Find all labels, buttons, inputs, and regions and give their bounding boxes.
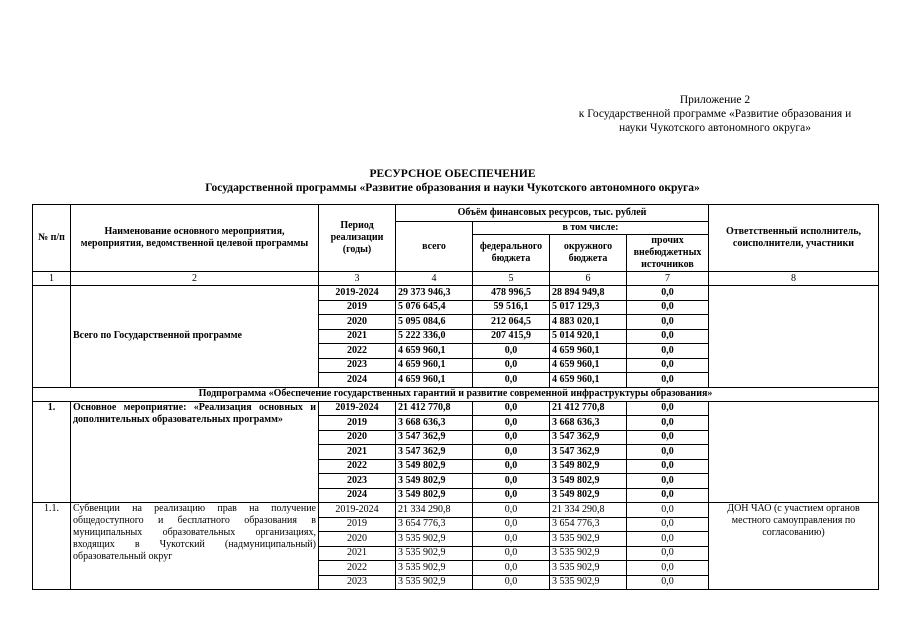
col-number: 8: [709, 272, 879, 286]
federal-cell: 0,0: [473, 546, 550, 561]
other-cell: 0,0: [627, 315, 709, 330]
period-cell: 2021: [319, 546, 396, 561]
okrug-cell: 3 549 802,9: [550, 474, 627, 489]
appendix-note: [555, 93, 875, 135]
total-cell: 5 095 084,6: [396, 315, 473, 330]
federal-cell: 59 516,1: [473, 300, 550, 315]
okrug-cell: 3 535 902,9: [550, 575, 627, 590]
federal-cell: 0,0: [473, 517, 550, 532]
total-cell: 3 668 636,3: [396, 416, 473, 431]
responsible-cell: ДОН ЧАО (с участием органов местного самоуправления по согласованию): [709, 503, 879, 590]
header-total: всего: [396, 222, 473, 272]
header-volume: Объём финансовых ресурсов, тыс. рублей: [396, 205, 709, 222]
federal-cell: 478 996,5: [473, 286, 550, 301]
period-cell: 2023: [319, 358, 396, 373]
subprogram-title: Подпрограмма «Обеспечение государственных гарантий и развитие современной инфраструктуры образования»: [33, 387, 879, 401]
other-cell: 0,0: [627, 546, 709, 561]
other-cell: 0,0: [627, 300, 709, 315]
table-row: [33, 286, 879, 301]
okrug-cell: 4 659 960,1: [550, 358, 627, 373]
period-cell: 2021: [319, 445, 396, 460]
row-name: Всего по Государственной программе: [71, 286, 319, 388]
okrug-cell: 4 883 020,1: [550, 315, 627, 330]
okrug-cell: 3 668 636,3: [550, 416, 627, 431]
total-cell: 21 334 290,8: [396, 503, 473, 518]
period-cell: 2024: [319, 488, 396, 503]
period-cell: 2020: [319, 532, 396, 547]
row-name: Основное мероприятие: «Реализация основных и дополнительных образовательных программ»: [71, 401, 319, 503]
okrug-cell: 3 547 362,9: [550, 445, 627, 460]
federal-cell: 0,0: [473, 532, 550, 547]
header-name: Наименование основного мероприятия, мероприятия, ведомственной целевой программы: [71, 205, 319, 272]
federal-cell: 0,0: [473, 344, 550, 359]
col-number: 5: [473, 272, 550, 286]
total-cell: 3 535 902,9: [396, 546, 473, 561]
total-cell: 4 659 960,1: [396, 358, 473, 373]
col-number: 6: [550, 272, 627, 286]
row-name: Субвенции на реализацию прав на получение общедоступного и бесплатного образования в муниципальных образовательных организациях, входящих в Чукотский (надмуниципальный) образовательный округ: [71, 503, 319, 590]
other-cell: 0,0: [627, 373, 709, 388]
appendix-line-2: к Государственной программе «Развитие образования и: [578, 108, 852, 120]
other-cell: 0,0: [627, 286, 709, 301]
period-cell: 2019-2024: [319, 401, 396, 416]
total-cell: 5 076 645,4: [396, 300, 473, 315]
other-cell: 0,0: [627, 416, 709, 431]
other-cell: 0,0: [627, 459, 709, 474]
header-other: прочих внебюджетных источников: [627, 235, 709, 272]
document-title: [0, 167, 905, 195]
period-cell: 2019: [319, 517, 396, 532]
okrug-cell: 21 334 290,8: [550, 503, 627, 518]
total-cell: 5 222 336,0: [396, 329, 473, 344]
resource-table: [32, 204, 879, 590]
okrug-cell: 4 659 960,1: [550, 344, 627, 359]
federal-cell: 0,0: [473, 503, 550, 518]
col-number: 2: [71, 272, 319, 286]
other-cell: 0,0: [627, 344, 709, 359]
federal-cell: 0,0: [473, 430, 550, 445]
total-cell: 3 547 362,9: [396, 445, 473, 460]
header-okrug: окружного бюджета: [550, 235, 627, 272]
appendix-line-1: Приложение 2: [679, 94, 751, 106]
period-cell: 2019-2024: [319, 286, 396, 301]
other-cell: 0,0: [627, 503, 709, 518]
okrug-cell: 3 547 362,9: [550, 430, 627, 445]
appendix-line-3: науки Чукотского автономного округа»: [619, 122, 811, 134]
title-line-1: РЕСУРСНОЕ ОБЕСПЕЧЕНИЕ: [369, 168, 536, 180]
period-cell: 2023: [319, 474, 396, 489]
total-cell: 3 535 902,9: [396, 561, 473, 576]
header-period: Период реализации (годы): [319, 205, 396, 272]
total-cell: 4 659 960,1: [396, 373, 473, 388]
period-cell: 2021: [319, 329, 396, 344]
other-cell: 0,0: [627, 488, 709, 503]
row-number: [33, 286, 71, 388]
col-number: 4: [396, 272, 473, 286]
col-number: 1: [33, 272, 71, 286]
other-cell: 0,0: [627, 575, 709, 590]
total-cell: 3 535 902,9: [396, 532, 473, 547]
federal-cell: 0,0: [473, 416, 550, 431]
federal-cell: 0,0: [473, 401, 550, 416]
federal-cell: 0,0: [473, 488, 550, 503]
total-cell: 4 659 960,1: [396, 344, 473, 359]
period-cell: 2022: [319, 561, 396, 576]
period-cell: 2020: [319, 315, 396, 330]
period-cell: 2022: [319, 459, 396, 474]
federal-cell: 0,0: [473, 358, 550, 373]
responsible-cell: [709, 286, 879, 388]
header-incl: в том числе:: [473, 222, 709, 235]
total-cell: 3 547 362,9: [396, 430, 473, 445]
okrug-cell: 4 659 960,1: [550, 373, 627, 388]
total-cell: 21 412 770,8: [396, 401, 473, 416]
okrug-cell: 28 894 949,8: [550, 286, 627, 301]
period-cell: 2024: [319, 373, 396, 388]
title-line-2: Государственной программы «Развитие образования и науки Чукотского автономного округа»: [205, 182, 700, 194]
table-body: [33, 286, 879, 590]
total-cell: 3 549 802,9: [396, 488, 473, 503]
table-row: [33, 503, 879, 518]
okrug-cell: 5 017 129,3: [550, 300, 627, 315]
other-cell: 0,0: [627, 532, 709, 547]
total-cell: 3 549 802,9: [396, 474, 473, 489]
header-num: № п/п: [33, 205, 71, 272]
period-cell: 2019: [319, 300, 396, 315]
federal-cell: 0,0: [473, 373, 550, 388]
total-cell: 3 535 902,9: [396, 575, 473, 590]
col-number: 3: [319, 272, 396, 286]
table-row: [33, 401, 879, 416]
federal-cell: 0,0: [473, 474, 550, 489]
okrug-cell: 21 412 770,8: [550, 401, 627, 416]
other-cell: 0,0: [627, 401, 709, 416]
row-number: 1.1.: [33, 503, 71, 590]
other-cell: 0,0: [627, 517, 709, 532]
other-cell: 0,0: [627, 474, 709, 489]
okrug-cell: 3 535 902,9: [550, 532, 627, 547]
federal-cell: 0,0: [473, 575, 550, 590]
period-cell: 2019-2024: [319, 503, 396, 518]
federal-cell: 0,0: [473, 459, 550, 474]
header-responsible: Ответственный исполнитель, соисполнители, участники: [709, 205, 879, 272]
subprogram-row: [33, 387, 879, 401]
okrug-cell: 3 654 776,3: [550, 517, 627, 532]
other-cell: 0,0: [627, 561, 709, 576]
responsible-cell: [709, 401, 879, 503]
header-federal: федерального бюджета: [473, 235, 550, 272]
col-number: 7: [627, 272, 709, 286]
total-cell: 3 654 776,3: [396, 517, 473, 532]
other-cell: 0,0: [627, 329, 709, 344]
okrug-cell: 5 014 920,1: [550, 329, 627, 344]
period-cell: 2019: [319, 416, 396, 431]
period-cell: 2022: [319, 344, 396, 359]
okrug-cell: 3 549 802,9: [550, 459, 627, 474]
other-cell: 0,0: [627, 445, 709, 460]
period-cell: 2023: [319, 575, 396, 590]
total-cell: 3 549 802,9: [396, 459, 473, 474]
federal-cell: 0,0: [473, 445, 550, 460]
federal-cell: 207 415,9: [473, 329, 550, 344]
total-cell: 29 373 946,3: [396, 286, 473, 301]
period-cell: 2020: [319, 430, 396, 445]
row-number: 1.: [33, 401, 71, 503]
other-cell: 0,0: [627, 430, 709, 445]
okrug-cell: 3 549 802,9: [550, 488, 627, 503]
federal-cell: 212 064,5: [473, 315, 550, 330]
other-cell: 0,0: [627, 358, 709, 373]
okrug-cell: 3 535 902,9: [550, 561, 627, 576]
okrug-cell: 3 535 902,9: [550, 546, 627, 561]
federal-cell: 0,0: [473, 561, 550, 576]
